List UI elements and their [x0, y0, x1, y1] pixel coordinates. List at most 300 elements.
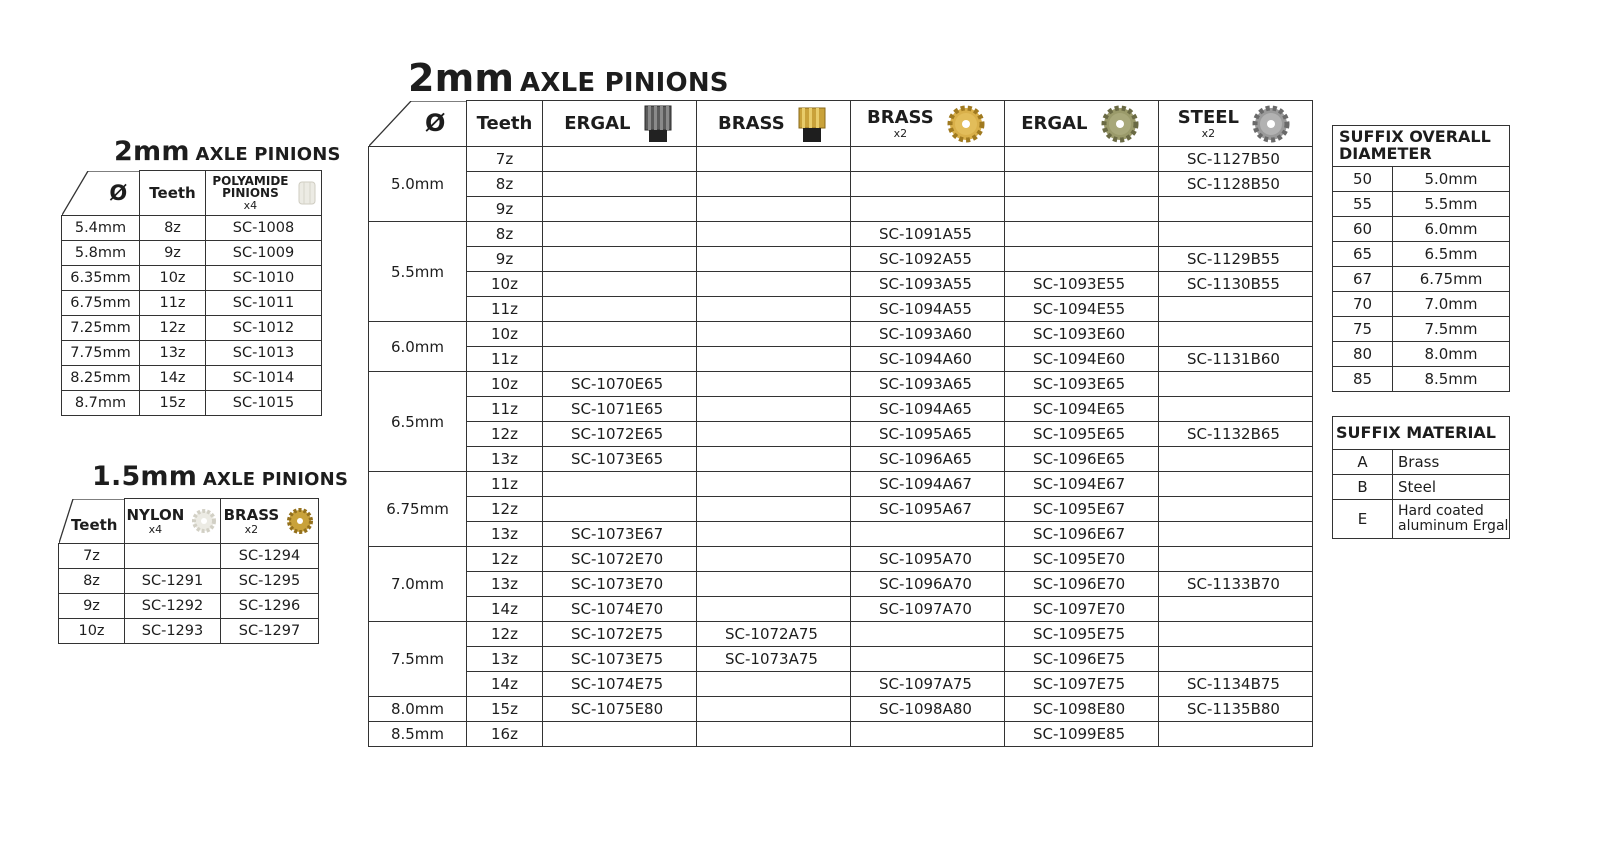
suffix-material-value: Brass — [1393, 450, 1510, 475]
diameter-cell: 5.4mm — [62, 216, 140, 241]
part-number-brass-2: SC-1093A55 — [851, 272, 1005, 297]
suffix-diameter-value: 5.5mm — [1393, 192, 1510, 217]
diameter-cell: 8.25mm — [62, 366, 140, 391]
diameter-cell: 5.0mm — [369, 147, 467, 222]
part-number-brass-1 — [697, 497, 851, 522]
part-number-steel: SC-1131B60 — [1159, 347, 1313, 372]
part-number-brass-2: SC-1093A65 — [851, 372, 1005, 397]
part-number-ergal-1 — [543, 297, 697, 322]
part-number-ergal-1 — [543, 472, 697, 497]
teeth-cell: 9z — [59, 594, 125, 619]
table-row — [62, 366, 322, 391]
part-number-ergal-2: SC-1093E55 — [1005, 272, 1159, 297]
part-number-ergal-2 — [1005, 147, 1159, 172]
part-number-brass-1 — [697, 247, 851, 272]
suffix-diameter-value: 8.0mm — [1393, 342, 1510, 367]
table-row — [369, 297, 1313, 322]
part-number-brass-1 — [697, 472, 851, 497]
table-row — [369, 647, 1313, 672]
table-row — [1333, 475, 1510, 500]
table-row — [369, 247, 1313, 272]
small-axle-pinion-table — [58, 498, 319, 644]
table-row — [1333, 450, 1510, 475]
left-15mm-table-wrap — [58, 498, 319, 644]
part-number-nylon — [125, 544, 221, 569]
part-number-ergal-1 — [543, 172, 697, 197]
part-number-ergal-1: SC-1073E67 — [543, 522, 697, 547]
diameter-cell: 5.8mm — [62, 241, 140, 266]
part-number-brass-2: SC-1091A55 — [851, 222, 1005, 247]
teeth-cell: 11z — [467, 472, 543, 497]
part-number-brass-1 — [697, 572, 851, 597]
suffix-diameter-value: 5.0mm — [1393, 167, 1510, 192]
main-header-label: ERGAL — [564, 112, 631, 134]
polyamide-pinion-table — [61, 170, 322, 416]
suffix-diameter-header-row — [1333, 126, 1510, 167]
brass-header-label — [223, 505, 280, 536]
suffix-code: 50 — [1333, 167, 1393, 192]
table-row — [369, 197, 1313, 222]
nylon-header-label — [126, 505, 185, 536]
polyamide-pinion-icon — [296, 178, 318, 208]
main-header-ergal-1 — [543, 101, 697, 147]
diameter-cell: 7.75mm — [62, 341, 140, 366]
part-number-steel: SC-1135B80 — [1159, 697, 1313, 722]
suffix-code: 65 — [1333, 242, 1393, 267]
part-number-ergal-2: SC-1093E60 — [1005, 322, 1159, 347]
diameter-cell: 5.5mm — [369, 222, 467, 322]
part-number-ergal-1: SC-1073E70 — [543, 572, 697, 597]
part-number-brass-1 — [697, 147, 851, 172]
part-number-steel — [1159, 472, 1313, 497]
part-number-ergal-1 — [543, 347, 697, 372]
part-number-polyamide: SC-1008 — [206, 216, 322, 241]
part-number-brass-2 — [851, 172, 1005, 197]
part-number-steel — [1159, 497, 1313, 522]
part-number-steel: SC-1130B55 — [1159, 272, 1313, 297]
part-number-brass-1 — [697, 172, 851, 197]
part-number-brass-1 — [697, 422, 851, 447]
left-15mm-header-nylon — [125, 499, 221, 544]
part-number-brass: SC-1295 — [221, 569, 319, 594]
teeth-cell: 12z — [467, 497, 543, 522]
part-number-polyamide: SC-1009 — [206, 241, 322, 266]
main-header-row — [369, 101, 1313, 147]
teeth-cell: 12z — [467, 547, 543, 572]
part-number-nylon: SC-1293 — [125, 619, 221, 644]
teeth-label: Teeth — [71, 515, 118, 534]
part-number-steel — [1159, 522, 1313, 547]
teeth-cell: 7z — [467, 147, 543, 172]
part-number-brass: SC-1296 — [221, 594, 319, 619]
part-number-steel: SC-1128B50 — [1159, 172, 1313, 197]
teeth-cell: 11z — [467, 397, 543, 422]
main-header-label: ERGAL — [1021, 112, 1088, 134]
teeth-cell: 7z — [59, 544, 125, 569]
table-row — [62, 291, 322, 316]
suffix-diameter-value: 6.0mm — [1393, 217, 1510, 242]
teeth-cell: 12z — [467, 622, 543, 647]
part-number-ergal-2 — [1005, 247, 1159, 272]
part-number-brass-2 — [851, 647, 1005, 672]
part-number-steel — [1159, 372, 1313, 397]
table-row — [59, 594, 319, 619]
suffix-diameter-value: 6.75mm — [1393, 267, 1510, 292]
table-row — [369, 597, 1313, 622]
part-number-brass-2: SC-1094A55 — [851, 297, 1005, 322]
part-number-nylon: SC-1291 — [125, 569, 221, 594]
part-number-brass-2: SC-1097A75 — [851, 672, 1005, 697]
suffix-diameter-wrap — [1332, 125, 1510, 392]
main-header-steel — [1159, 101, 1313, 147]
part-number-ergal-2: SC-1096E67 — [1005, 522, 1159, 547]
part-number-ergal-2: SC-1093E65 — [1005, 372, 1159, 397]
part-number-steel — [1159, 397, 1313, 422]
part-number-brass-1: SC-1072A75 — [697, 622, 851, 647]
small-axle-table-body — [59, 544, 319, 644]
part-number-ergal-1 — [543, 497, 697, 522]
part-number-brass-2 — [851, 722, 1005, 747]
part-number-brass-2: SC-1092A55 — [851, 247, 1005, 272]
part-number-brass-1 — [697, 297, 851, 322]
part-number-ergal-1 — [543, 247, 697, 272]
suffix-code: A — [1333, 450, 1393, 475]
diagonal-corner-line — [62, 171, 140, 215]
suffix-diameter-body — [1333, 167, 1510, 392]
brass-header-qty: x2 — [244, 522, 259, 536]
part-number-brass-2 — [851, 622, 1005, 647]
part-number-ergal-1 — [543, 197, 697, 222]
part-number-ergal-1 — [543, 722, 697, 747]
part-number-brass: SC-1297 — [221, 619, 319, 644]
table-row — [1333, 292, 1510, 317]
part-number-brass-1 — [697, 272, 851, 297]
main-header-label — [867, 106, 934, 140]
part-number-brass-1 — [697, 397, 851, 422]
brass-header-text: BRASS — [223, 505, 280, 524]
part-number-ergal-1: SC-1072E65 — [543, 422, 697, 447]
teeth-cell: 8z — [467, 172, 543, 197]
left-2mm-header-row — [62, 171, 322, 216]
suffix-material-table — [1332, 416, 1510, 539]
teeth-cell: 15z — [467, 697, 543, 722]
diameter-cell: 6.35mm — [62, 266, 140, 291]
part-number-ergal-2: SC-1097E70 — [1005, 597, 1159, 622]
main-header-brass-2 — [851, 101, 1005, 147]
table-row — [62, 241, 322, 266]
left-2mm-title — [114, 136, 341, 167]
ergal-green-gear-icon — [1098, 104, 1142, 144]
part-number-ergal-2: SC-1096E70 — [1005, 572, 1159, 597]
main-header-qty: x2 — [893, 126, 908, 140]
suffix-code: 60 — [1333, 217, 1393, 242]
suffix-code: B — [1333, 475, 1393, 500]
table-row — [59, 619, 319, 644]
main-header-label-text: BRASS — [867, 106, 934, 128]
left-15mm-header-teeth — [59, 499, 125, 544]
teeth-cell: 13z — [467, 572, 543, 597]
main-header-ergal-2 — [1005, 101, 1159, 147]
left-2mm-title-size: 2mm — [114, 136, 190, 167]
table-row — [1333, 192, 1510, 217]
table-row — [369, 347, 1313, 372]
suffix-material-header-row — [1333, 417, 1510, 450]
main-table-body — [369, 147, 1313, 747]
suffix-code: 80 — [1333, 342, 1393, 367]
part-number-ergal-1: SC-1075E80 — [543, 697, 697, 722]
part-number-ergal-2: SC-1095E75 — [1005, 622, 1159, 647]
nylon-gear-icon — [190, 505, 218, 537]
left-2mm-header-polyamide — [206, 171, 322, 216]
part-number-ergal-2: SC-1094E67 — [1005, 472, 1159, 497]
teeth-cell: 12z — [140, 316, 206, 341]
suffix-code: E — [1333, 500, 1393, 539]
diameter-cell: 8.0mm — [369, 697, 467, 722]
part-number-steel — [1159, 622, 1313, 647]
diameter-cell: 7.0mm — [369, 547, 467, 622]
part-number-brass-1 — [697, 522, 851, 547]
part-number-steel: SC-1133B70 — [1159, 572, 1313, 597]
table-row — [1333, 217, 1510, 242]
table-row — [369, 222, 1313, 247]
part-number-ergal-1: SC-1070E65 — [543, 372, 697, 397]
teeth-cell: 10z — [467, 322, 543, 347]
table-row — [369, 397, 1313, 422]
left-2mm-header-teeth: Teeth — [140, 171, 206, 216]
part-number-ergal-1 — [543, 322, 697, 347]
part-number-steel — [1159, 647, 1313, 672]
teeth-cell: 8z — [59, 569, 125, 594]
teeth-cell: 13z — [467, 447, 543, 472]
teeth-cell: 8z — [467, 222, 543, 247]
table-row — [369, 722, 1313, 747]
part-number-ergal-1: SC-1072E75 — [543, 622, 697, 647]
teeth-cell: 9z — [467, 197, 543, 222]
teeth-cell: 11z — [467, 297, 543, 322]
table-row — [369, 372, 1313, 397]
diameter-cell: 6.0mm — [369, 322, 467, 372]
diameter-symbol: Ø — [425, 109, 446, 138]
suffix-diameter-value: 7.5mm — [1393, 317, 1510, 342]
left-15mm-title — [92, 461, 348, 492]
table-row — [369, 547, 1313, 572]
part-number-brass-2 — [851, 522, 1005, 547]
part-number-ergal-2: SC-1094E65 — [1005, 397, 1159, 422]
part-number-steel — [1159, 297, 1313, 322]
teeth-cell: 16z — [467, 722, 543, 747]
part-number-steel — [1159, 447, 1313, 472]
table-row — [369, 472, 1313, 497]
main-title — [408, 56, 729, 100]
teeth-cell: 14z — [467, 672, 543, 697]
part-number-ergal-2: SC-1095E70 — [1005, 547, 1159, 572]
table-row — [369, 672, 1313, 697]
suffix-diameter-value: 8.5mm — [1393, 367, 1510, 392]
diameter-cell: 7.25mm — [62, 316, 140, 341]
suffix-diameter-title: SUFFIX OVERALL DIAMETER — [1333, 126, 1510, 167]
table-row — [62, 316, 322, 341]
suffix-diameter-table — [1332, 125, 1510, 392]
teeth-cell: 10z — [140, 266, 206, 291]
table-row — [1333, 317, 1510, 342]
table-row — [1333, 367, 1510, 392]
left-15mm-header-row — [59, 499, 319, 544]
teeth-cell: 13z — [467, 522, 543, 547]
suffix-material-value: Hard coated aluminum Ergal — [1393, 500, 1510, 539]
suffix-code: 55 — [1333, 192, 1393, 217]
part-number-steel — [1159, 197, 1313, 222]
table-row — [62, 216, 322, 241]
suffix-material-body — [1333, 450, 1510, 539]
teeth-cell: 12z — [467, 422, 543, 447]
suffix-diameter-value: 6.5mm — [1393, 242, 1510, 267]
part-number-brass-2: SC-1096A65 — [851, 447, 1005, 472]
suffix-diameter-value: 7.0mm — [1393, 292, 1510, 317]
part-number-brass-2: SC-1095A70 — [851, 547, 1005, 572]
part-number-ergal-1: SC-1074E75 — [543, 672, 697, 697]
table-row — [1333, 267, 1510, 292]
teeth-cell: 10z — [59, 619, 125, 644]
part-number-brass-1 — [697, 222, 851, 247]
main-header-label: BRASS — [718, 112, 785, 134]
table-row — [369, 272, 1313, 297]
part-number-brass-2: SC-1095A65 — [851, 422, 1005, 447]
ergal-black-pinion-icon — [641, 104, 675, 144]
left-15mm-title-size: 1.5mm — [92, 461, 198, 492]
left-2mm-table-wrap — [61, 170, 322, 416]
brass-gear-icon — [944, 104, 988, 144]
part-number-ergal-1 — [543, 147, 697, 172]
part-number-ergal-2: SC-1098E80 — [1005, 697, 1159, 722]
part-number-ergal-2 — [1005, 222, 1159, 247]
table-row — [1333, 342, 1510, 367]
part-number-brass-1 — [697, 597, 851, 622]
part-number-brass-2 — [851, 197, 1005, 222]
part-number-polyamide: SC-1012 — [206, 316, 322, 341]
left-2mm-header-diameter — [62, 171, 140, 216]
part-number-ergal-2 — [1005, 172, 1159, 197]
part-number-ergal-2: SC-1099E85 — [1005, 722, 1159, 747]
suffix-code: 85 — [1333, 367, 1393, 392]
main-header-diameter — [369, 101, 467, 147]
part-number-ergal-1 — [543, 272, 697, 297]
part-number-ergal-2: SC-1095E67 — [1005, 497, 1159, 522]
table-row — [369, 147, 1313, 172]
main-header-label — [1177, 106, 1240, 140]
teeth-cell: 13z — [467, 647, 543, 672]
table-row — [369, 572, 1313, 597]
part-number-brass-2: SC-1094A60 — [851, 347, 1005, 372]
brass-gear-icon — [285, 505, 315, 537]
diameter-cell: 6.75mm — [62, 291, 140, 316]
suffix-material-title: SUFFIX MATERIAL — [1333, 417, 1510, 450]
teeth-cell: 11z — [140, 291, 206, 316]
nylon-header-text: NYLON — [126, 505, 185, 524]
polyamide-header-label — [209, 175, 291, 211]
part-number-ergal-1: SC-1071E65 — [543, 397, 697, 422]
teeth-cell: 13z — [140, 341, 206, 366]
part-number-brass-1 — [697, 722, 851, 747]
polyamide-table-body — [62, 216, 322, 416]
part-number-steel: SC-1134B75 — [1159, 672, 1313, 697]
part-number-polyamide: SC-1010 — [206, 266, 322, 291]
table-row — [369, 422, 1313, 447]
part-number-brass-1: SC-1073A75 — [697, 647, 851, 672]
part-number-brass-1 — [697, 347, 851, 372]
table-row — [59, 544, 319, 569]
part-number-steel — [1159, 597, 1313, 622]
part-number-ergal-2: SC-1097E75 — [1005, 672, 1159, 697]
table-row — [1333, 242, 1510, 267]
part-number-polyamide: SC-1011 — [206, 291, 322, 316]
suffix-material-wrap — [1332, 416, 1510, 539]
table-row — [369, 322, 1313, 347]
part-number-steel — [1159, 222, 1313, 247]
part-number-ergal-1: SC-1073E75 — [543, 647, 697, 672]
main-title-text: AXLE PINIONS — [520, 68, 729, 98]
table-row — [1333, 500, 1510, 539]
part-number-brass-2 — [851, 147, 1005, 172]
part-number-ergal-2 — [1005, 197, 1159, 222]
part-number-brass-1 — [697, 447, 851, 472]
main-pinion-table — [368, 100, 1313, 747]
suffix-material-value: Steel — [1393, 475, 1510, 500]
teeth-cell: 14z — [140, 366, 206, 391]
part-number-brass-2: SC-1095A67 — [851, 497, 1005, 522]
teeth-cell: 15z — [140, 391, 206, 416]
table-row — [62, 341, 322, 366]
table-row — [59, 569, 319, 594]
diameter-symbol: Ø — [109, 180, 128, 205]
teeth-cell: 14z — [467, 597, 543, 622]
part-number-brass-1 — [697, 197, 851, 222]
part-number-ergal-1: SC-1074E70 — [543, 597, 697, 622]
left-2mm-title-text: AXLE PINIONS — [195, 144, 341, 165]
table-row — [369, 622, 1313, 647]
teeth-cell: 10z — [467, 372, 543, 397]
diameter-cell: 7.5mm — [369, 622, 467, 697]
part-number-steel — [1159, 322, 1313, 347]
part-number-brass-1 — [697, 672, 851, 697]
table-row — [1333, 167, 1510, 192]
part-number-polyamide: SC-1013 — [206, 341, 322, 366]
part-number-brass-1 — [697, 697, 851, 722]
part-number-steel — [1159, 722, 1313, 747]
diameter-cell: 6.75mm — [369, 472, 467, 547]
part-number-brass-2: SC-1094A67 — [851, 472, 1005, 497]
main-title-size: 2mm — [408, 56, 515, 100]
part-number-ergal-1: SC-1073E65 — [543, 447, 697, 472]
suffix-code: 70 — [1333, 292, 1393, 317]
nylon-header-qty: x4 — [148, 522, 163, 536]
part-number-brass-1 — [697, 547, 851, 572]
polyamide-header-qty: x4 — [243, 199, 258, 212]
main-header-brass-1 — [697, 101, 851, 147]
teeth-cell: 9z — [467, 247, 543, 272]
main-header-label-text: STEEL — [1177, 106, 1240, 128]
part-number-ergal-1 — [543, 222, 697, 247]
part-number-brass-1 — [697, 322, 851, 347]
suffix-code: 67 — [1333, 267, 1393, 292]
part-number-ergal-1: SC-1072E70 — [543, 547, 697, 572]
part-number-nylon: SC-1292 — [125, 594, 221, 619]
table-row — [369, 497, 1313, 522]
steel-gear-icon — [1249, 104, 1293, 144]
part-number-steel — [1159, 547, 1313, 572]
diagonal-corner-line — [369, 101, 467, 146]
main-header-qty: x2 — [1201, 126, 1216, 140]
polyamide-header-text: POLYAMIDE PINIONS — [212, 174, 289, 200]
